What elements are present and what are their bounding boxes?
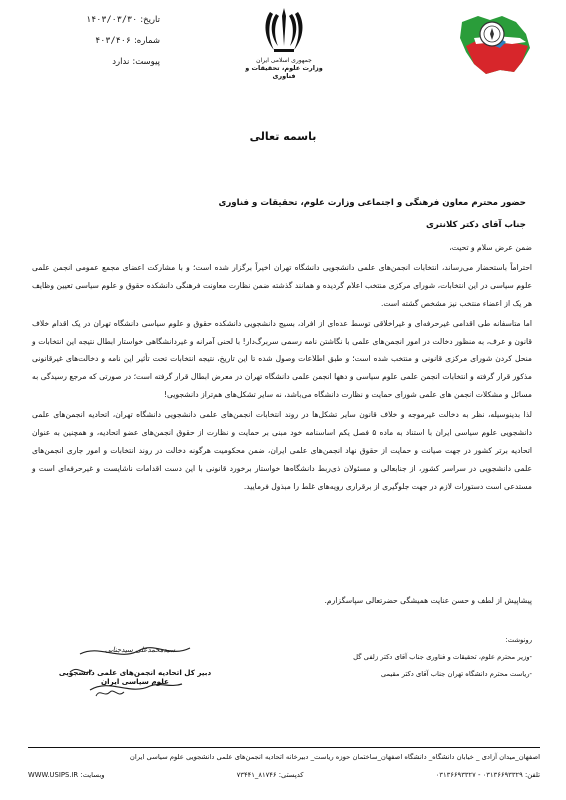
union-logo — [456, 12, 536, 78]
attachment-row — [40, 52, 160, 73]
phone-value: ۰۳۱۳۶۶۹۳۳۲۹ - ۰۳۱۳۶۶۹۳۳۲۷ — [435, 771, 523, 779]
number-value: ۴۰۳/۴۰۶ — [95, 36, 131, 46]
number-row — [40, 31, 160, 52]
emblem-line2: وزارت علوم، تحقیقات و فناوری — [245, 64, 323, 80]
postal-value: ۸۱۷۴۶_۷۳۴۴۱ — [236, 771, 277, 779]
date-label: تاریخ: — [140, 15, 160, 25]
paragraph-2: اما متاسفانه طی اقدامی غیرحرفه‌ای و غیراخلاقی توسط عده‌ای از افراد، بسیج دانشجویی دانشکده حقوق و علوم سیاسی دانشگاه تهران در یک اقدام خلاف قانون و عرف، به منظور دخالت در امور انجمن‌های علمی با نگاشتن نامه رسمی سربرگ‌دار! با لحنی آمرانه و غیردانشگاهی خواستار ابطال نتیجه این انتخابات و منحل کردن شورای مرکزی قانونی و منتخب شده است؛ و طبق اطلاعات وصول شده تا این تاریخ، نتیجه انتخابات تحت تأثیر این نامه و دخالت‌های غیرقانونی مذکور قرار گرفته و انتخابات انجمن علمی علوم سیاسی و دهها انجمن علمی دانشگاه تهران در معرض ابطال قرار گرفته است؛ در صورتی که مرجع رسیدگی به مسائل و مشکلات انجمن های علمی شورای حمایت و نظارت دانشگاه می‌باشد، نه سایر تشکل‌های هم‌تراز دانشجویی! — [32, 318, 532, 400]
emblem-line1: جمهوری اسلامی ایران — [256, 57, 312, 64]
postal-label: کدپستی: — [278, 771, 304, 779]
cc-line1: -وزیر محترم علوم، تحقیقات و فناوری جناب آقای دکتر زلفی گل — [353, 653, 532, 661]
recipient-line1: حضور محترم معاون فرهنگی و اجتماعی وزارت علوم، تحقیقات و فناوری — [218, 198, 526, 208]
letter-body — [32, 239, 532, 498]
iran-emblem — [244, 6, 324, 80]
greeting: ضمن عرض سلام و تحیت، — [449, 243, 532, 252]
footer-address: اصفهان_میدان آزادی _ خیابان دانشگاه_ دانشگاه اصفهان_ساختمان حوزه ریاست_ دبیرخانه اتحادیه انجمن‌های علمی دانشجویی علوم سیاسی ایران — [129, 753, 540, 761]
footer-website — [28, 771, 104, 779]
paragraph-1: احتراماً باستحضار می‌رساند، انتخابات انجمن‌های علمی دانشجویی دانشگاه تهران اخیراً برگزار شده است؛ و با مشارکت اعضای مجمع عمومی انجمن علمی علوم سیاسی در این انتخابات، شورای مرکزی منتخب اعلام گردیده و همانند گذشته ضمن نظارت معاونت فرهنگی دانشکده حقوق و علوم سیاسی تعیین وظایف هر یک از اعضاء منتخب نیز مشخص گشته است. — [32, 262, 532, 308]
footer-postal — [237, 771, 304, 779]
carbon-copy — [282, 632, 532, 683]
date-value: ۱۴۰۳/۰۳/۳۰ — [86, 15, 138, 25]
cc-line2: -ریاست محترم دانشگاه تهران جناب آقای دکتر مقیمی — [380, 670, 532, 678]
attachment-value: ندارد — [112, 57, 130, 67]
attachment-label: پیوست: — [132, 57, 160, 67]
cc-title: رونوشت: — [505, 636, 532, 644]
footer-divider — [28, 747, 540, 748]
footer-contacts — [28, 771, 540, 779]
iran-map-logo-icon — [456, 12, 536, 78]
website-label: وبسایت: — [80, 771, 105, 779]
iran-emblem-icon — [262, 6, 306, 56]
footer-phone — [436, 771, 540, 779]
signer-name: سیدمحمدعلی سیدجنابی — [104, 646, 176, 654]
signer-title: دبیر کل اتحادیه انجمن‌های علمی دانشجویی علوم سیاسی ایران — [58, 668, 212, 686]
website-value[interactable]: WWW.USIPS.IR — [28, 771, 79, 779]
signature-block — [40, 632, 220, 704]
number-label: شماره: — [133, 36, 160, 46]
recipient-line2: جناب آقای دکتر کلانتری — [426, 220, 526, 230]
paragraph-3: لذا بدینوسیله، نظر به دخالت غیرموجه و خلاف قانون سایر تشکل‌ها در روند انتخابات انجمن‌های علمی دانشجویی دانشگاه تهران، اتحادیه انجمن‌های علمی دانشجویی علوم سیاسی ایران با استناد به ماده ۵ فصل یکم اساسنامه خود مبنی بر حمایت و نظارت از حقوق انجمن‌های عضو اتحادیه، و همچنین به عنوان اتحادیه برتر کشور در جهت صیانت و حمایت از حقوق نهاد انجمن‌های علمی ایران، ضمن محکومیت هرگونه دخالت در روند انتخابات و امور جاری انجمن‌های علمی دانشجویی در سراسر کشور، از جنابعالی و مسئولان ذی‌ربط دانشگاه‌ها خواستار برخورد قانونی با این دست اقدامات ناشایست و غیرحرفه‌ای است و مستدعی است دستورات لازم در جهت جلوگیری از برقراری رویه‌های غلط را مبذول فرمایید. — [32, 410, 532, 491]
closing-line: پیشاپیش از لطف و حسن عنایت همیشگی حضرتعالی سپاسگزارم. — [324, 596, 532, 605]
phone-label: تلفن: — [524, 771, 540, 779]
recipient-address — [36, 192, 526, 236]
date-row — [40, 10, 160, 31]
bismillah-heading: باسمه تعالی — [249, 130, 317, 143]
letter-meta — [40, 10, 160, 73]
